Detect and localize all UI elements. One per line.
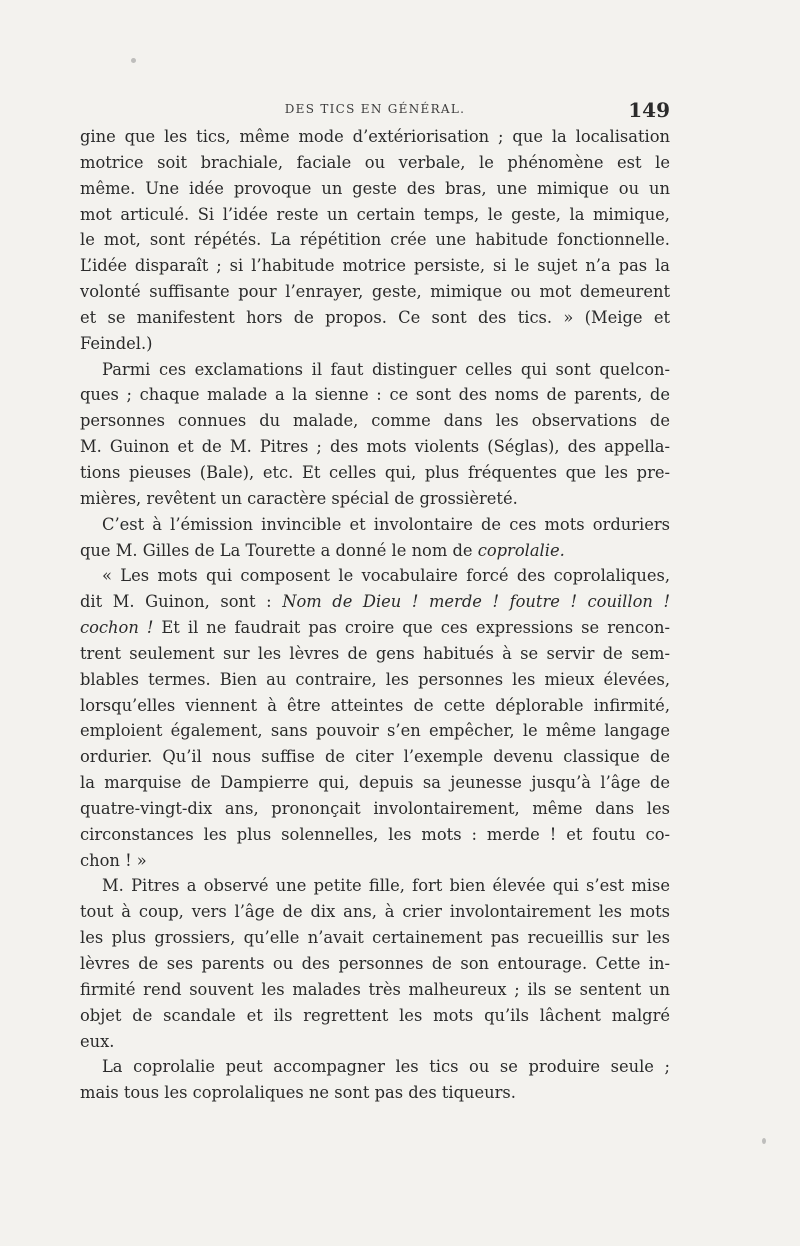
text-line: même. Une idée provoque un geste des bras, une mimique ou un [80,178,670,198]
running-title: DES TICS EN GÉNÉRAL. [284,102,466,116]
text-line: ques ; chaque malade a la sienne : ce sont des noms de parents, de [80,385,670,405]
text-line: personnes connues du malade, comme dans les observations de [80,411,670,431]
text-line: mais tous les coprolaliques ne sont pas des tiqueurs. [80,1083,516,1103]
body-text [80,124,670,1106]
text-line [80,615,670,641]
text-line: les plus grossiers, qu’elle n’avait certainement pas recueillis sur les [80,928,670,948]
text-line: trent seulement sur les lèvres de gens habitués à se servir de sem- [80,643,670,663]
text-line: volonté suffisante pour l’enrayer, geste, mimique ou mot demeurent [80,282,670,302]
text-line: tout à coup, vers l’âge de dix ans, à crier involontairement les mots [80,902,670,922]
text-line: mot articulé. Si l’idée reste un certain temps, le geste, la mimique, [80,204,670,224]
text-line: firmité rend souvent les malades très malheureux ; ils se sentent un [80,979,670,999]
text-line: le mot, sont répétés. La répétition crée une habitude fonctionnelle. [80,230,670,250]
paragraph-first-line: « Les mots qui composent le vocabulaire forcé des coprolaliques, [102,566,670,586]
ink-speck [762,1138,766,1144]
text-line: tions pieuses (Bale), etc. Et celles qui, plus fréquentes que les pre- [80,462,670,482]
paragraph-first-line: Parmi ces exclamations il faut distinguer celles qui sont quelcon- [102,359,670,379]
text-line [80,589,670,615]
page-number: 149 [628,98,670,122]
text-line: quatre-vingt-dix ans, prononçait involontairement, même dans les [80,798,670,818]
text-segment: Et il ne faudrait pas croire que ces expressions se rencon- [153,618,671,638]
text-line: mières, revêtent un caractère spécial de grossièreté. [80,488,518,508]
text-line: circonstances les plus solennelles, les mots : merde ! et foutu co- [80,824,670,844]
text-line: lèvres de ses parents ou des personnes de son entourage. Cette in- [80,954,670,973]
paragraph-first-line: La coprolalie peut accompagner les tics ou se produire seule ; [102,1057,670,1077]
text-segment: que M. Gilles de La Tourette a donné le nom de [80,540,478,560]
text-line: objet de scandale et ils regrettent les mots qu’ils lâchent malgré [80,1005,670,1025]
text-line: M. Guinon et de M. Pitres ; des mots violents (Séglas), des appella- [80,437,670,457]
italic-term: coprolalie. [477,540,565,560]
text-line: et se manifestent hors de propos. Ce sont des tics. » (Meige et [80,307,670,327]
ink-speck [131,58,136,63]
text-line: blables termes. Bien au contraire, les personnes les mieux élevées, [80,669,670,689]
text-line: lorsqu’elles viennent à être atteintes de cette déplorable infirmité, [80,695,670,715]
text-segment: dit M. Guinon, sont : [80,592,283,612]
text-line: motrice soit brachiale, faciale ou verbale, le phénomène est le [80,152,670,172]
paragraph-first-line: C’est à l’émission invincible et involontaire de ces mots orduriers [102,514,670,534]
text-line: chon ! » [80,850,147,870]
paragraph-first-line: M. Pitres a observé une petite fille, fort bien élevée qui s’est mise [102,876,670,896]
text-line: Feindel.) [80,333,153,353]
text-line: gine que les tics, même mode d’extériorisation ; que la localisation [80,127,670,146]
running-head [80,98,670,122]
text-line [80,538,670,564]
text-line: emploient également, sans pouvoir s’en empêcher, le même langage [80,721,670,741]
text-line: L’idée disparaît ; si l’habitude motrice persiste, si le sujet n’a pas la [80,256,670,276]
text-line: eux. [80,1031,115,1051]
italic-quote: Nom de Dieu ! merde ! foutre ! couillon ! [282,592,670,612]
text-line: la marquise de Dampierre qui, depuis sa jeunesse jusqu’à l’âge de [80,773,670,793]
text-line: ordurier. Qu’il nous suffise de citer l’exemple devenu classique de [80,747,670,767]
italic-quote: cochon ! [80,618,154,638]
